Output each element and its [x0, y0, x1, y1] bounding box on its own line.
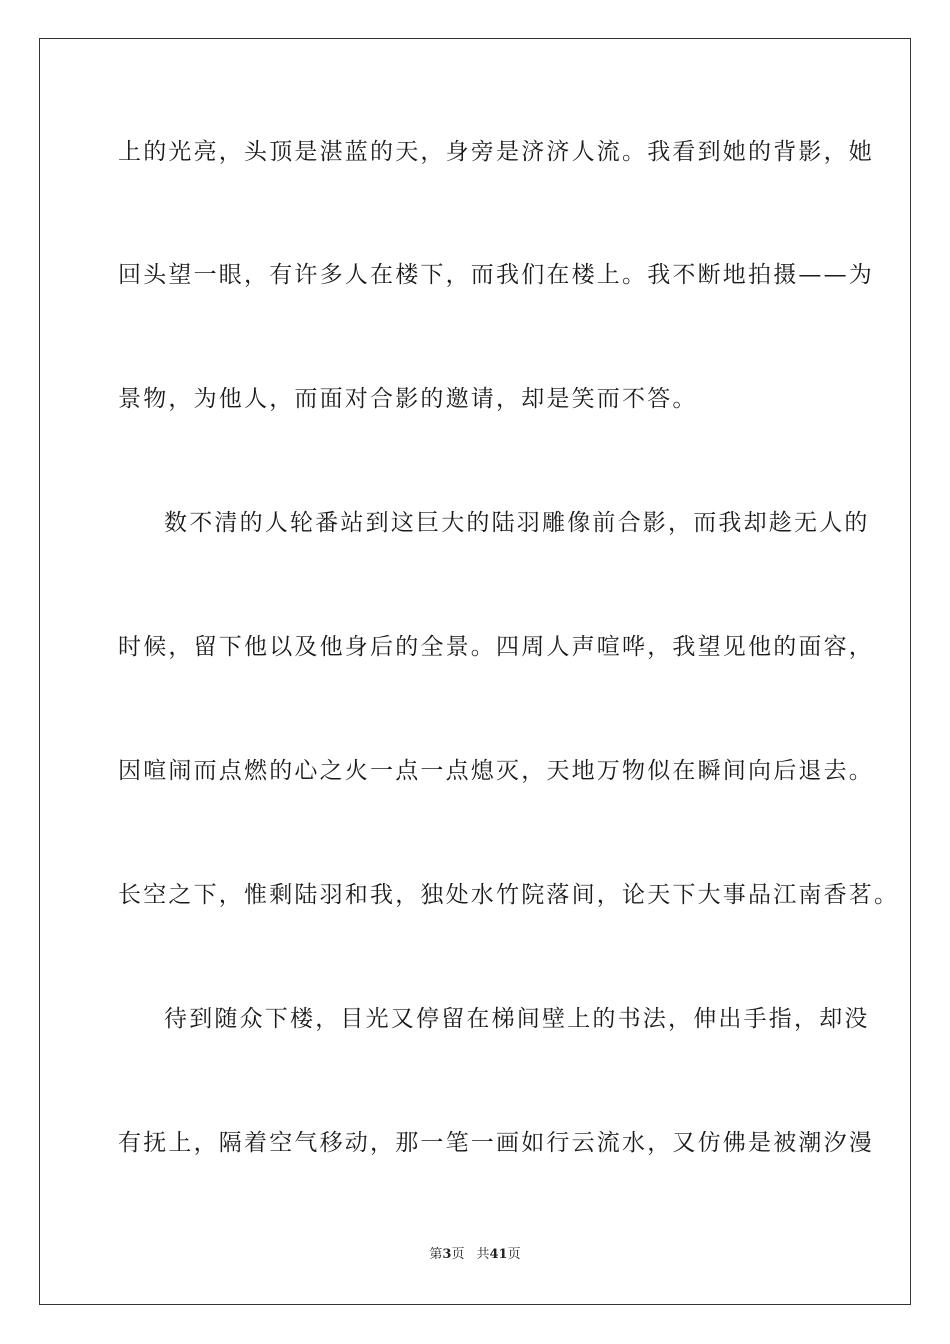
text-line-7: 长空之下，惟剩陆羽和我，独处水竹院落间，论天下大事品江南香茗。 — [118, 882, 900, 908]
text-line-9: 有抚上，隔着空气移动，那一笔一画如行云流水，又仿佛是被潮汐漫 — [118, 1130, 874, 1156]
footer-total-suffix: 页 — [507, 1247, 521, 1262]
text-line-6: 因喧闹而点燃的心之火一点一点熄灭，天地万物似在瞬间向后退去。 — [118, 758, 874, 784]
text-line-2: 回头望一眼，有许多人在楼下，而我们在楼上。我不断地拍摄——为 — [118, 262, 874, 288]
footer-total-pages: 41 — [489, 1247, 508, 1262]
text-line-3: 景物，为他人，而面对合影的邀请，却是笑而不答。 — [118, 386, 698, 412]
footer-page-suffix: 页 — [451, 1247, 465, 1262]
footer-page-number: 3 — [442, 1247, 452, 1262]
text-line-5: 时候，留下他以及他身后的全景。四周人声喧哗，我望见他的面容， — [118, 634, 874, 660]
footer-total-prefix: 共 — [476, 1247, 490, 1262]
page-footer — [0, 1246, 950, 1264]
text-line-8: 待到随众下楼，目光又停留在梯间壁上的书法，伸出手指，却没 — [164, 1006, 870, 1032]
text-line-4: 数不清的人轮番站到这巨大的陆羽雕像前合影，而我却趁无人的 — [164, 510, 870, 536]
text-line-1: 上的光亮，头顶是湛蓝的天，身旁是济济人流。我看到她的背影，她 — [118, 139, 874, 165]
footer-page-prefix: 第 — [429, 1247, 443, 1262]
page-border — [39, 38, 911, 1305]
